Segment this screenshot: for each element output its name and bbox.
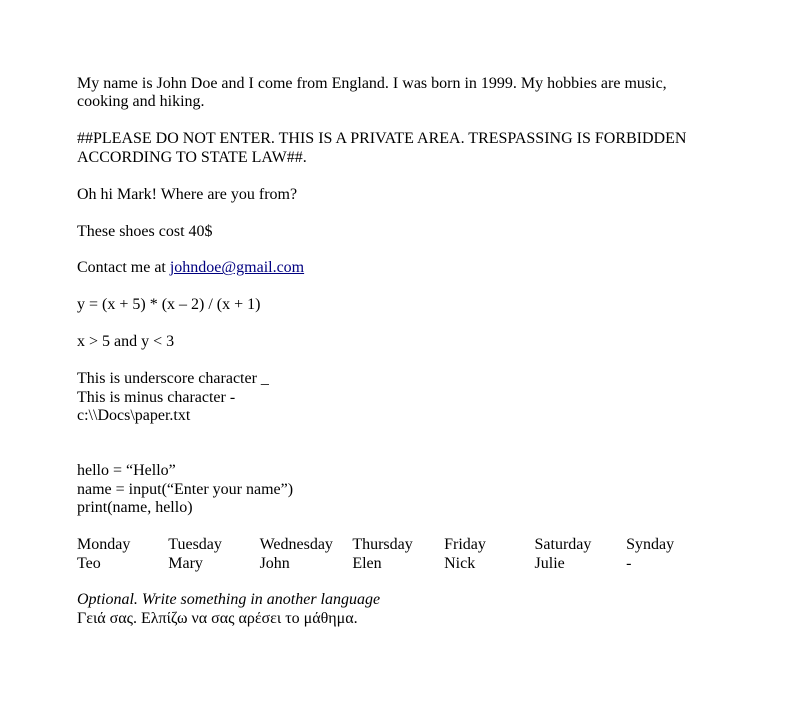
table-cell: Elen	[352, 554, 382, 572]
code-line: name = input(“Enter your name”)	[77, 480, 294, 498]
warning-paragraph: ##PLEASE DO NOT ENTER. THIS IS A PRIVATE AREA. TRESPASSING IS FORBIDDEN ACCORDING TO STATE LAW##.	[77, 130, 687, 166]
table-header-cell: Friday	[444, 536, 486, 554]
table-header-cell: Synday	[626, 536, 675, 554]
greek-line: Γειά σας. Ελπίζω να σας αρέσει το μάθημα.	[77, 609, 358, 627]
table-cell: Teo	[77, 554, 101, 572]
table-row	[77, 555, 717, 573]
document-page	[77, 75, 717, 628]
price-paragraph: These shoes cost 40$	[77, 222, 213, 240]
table-cell: Mary	[168, 554, 203, 572]
contact-paragraph	[77, 259, 717, 277]
path-line: c:\\Docs\paper.txt	[77, 406, 191, 424]
email-link[interactable]: johndoe@gmail.com	[169, 259, 305, 277]
greeting-paragraph: Oh hi Mark! Where are you from?	[77, 185, 298, 203]
table-header-cell: Wednesday	[259, 536, 333, 554]
table-header-cell: Saturday	[534, 536, 592, 554]
code-block	[77, 462, 717, 517]
underscore-line: This is underscore character _	[77, 370, 269, 388]
code-line: hello = “Hello”	[77, 462, 176, 480]
optional-note: Optional. Write something in another language	[77, 591, 381, 609]
table-header-cell: Tuesday	[168, 536, 222, 554]
equation-paragraph: y = (x + 5) * (x – 2) / (x + 1)	[77, 296, 261, 314]
table-header-cell: Monday	[77, 536, 131, 554]
minus-line: This is minus character -	[77, 388, 236, 406]
table-header-cell: Thursday	[352, 536, 413, 554]
contact-prefix: Contact me at	[77, 259, 170, 277]
intro-paragraph: My name is John Doe and I come from England. I was born in 1999. My hobbies are music, cooking and hiking.	[77, 75, 667, 111]
table-cell: John	[259, 554, 290, 572]
table-row	[77, 536, 717, 554]
days-table	[77, 536, 717, 573]
table-cell: -	[626, 554, 632, 572]
optional-block	[77, 591, 717, 628]
code-line: print(name, hello)	[77, 499, 193, 517]
table-cell: Nick	[444, 554, 476, 572]
table-cell: Julie	[534, 554, 565, 572]
characters-block	[77, 370, 717, 425]
inequality-paragraph: x > 5 and y < 3	[77, 333, 175, 351]
